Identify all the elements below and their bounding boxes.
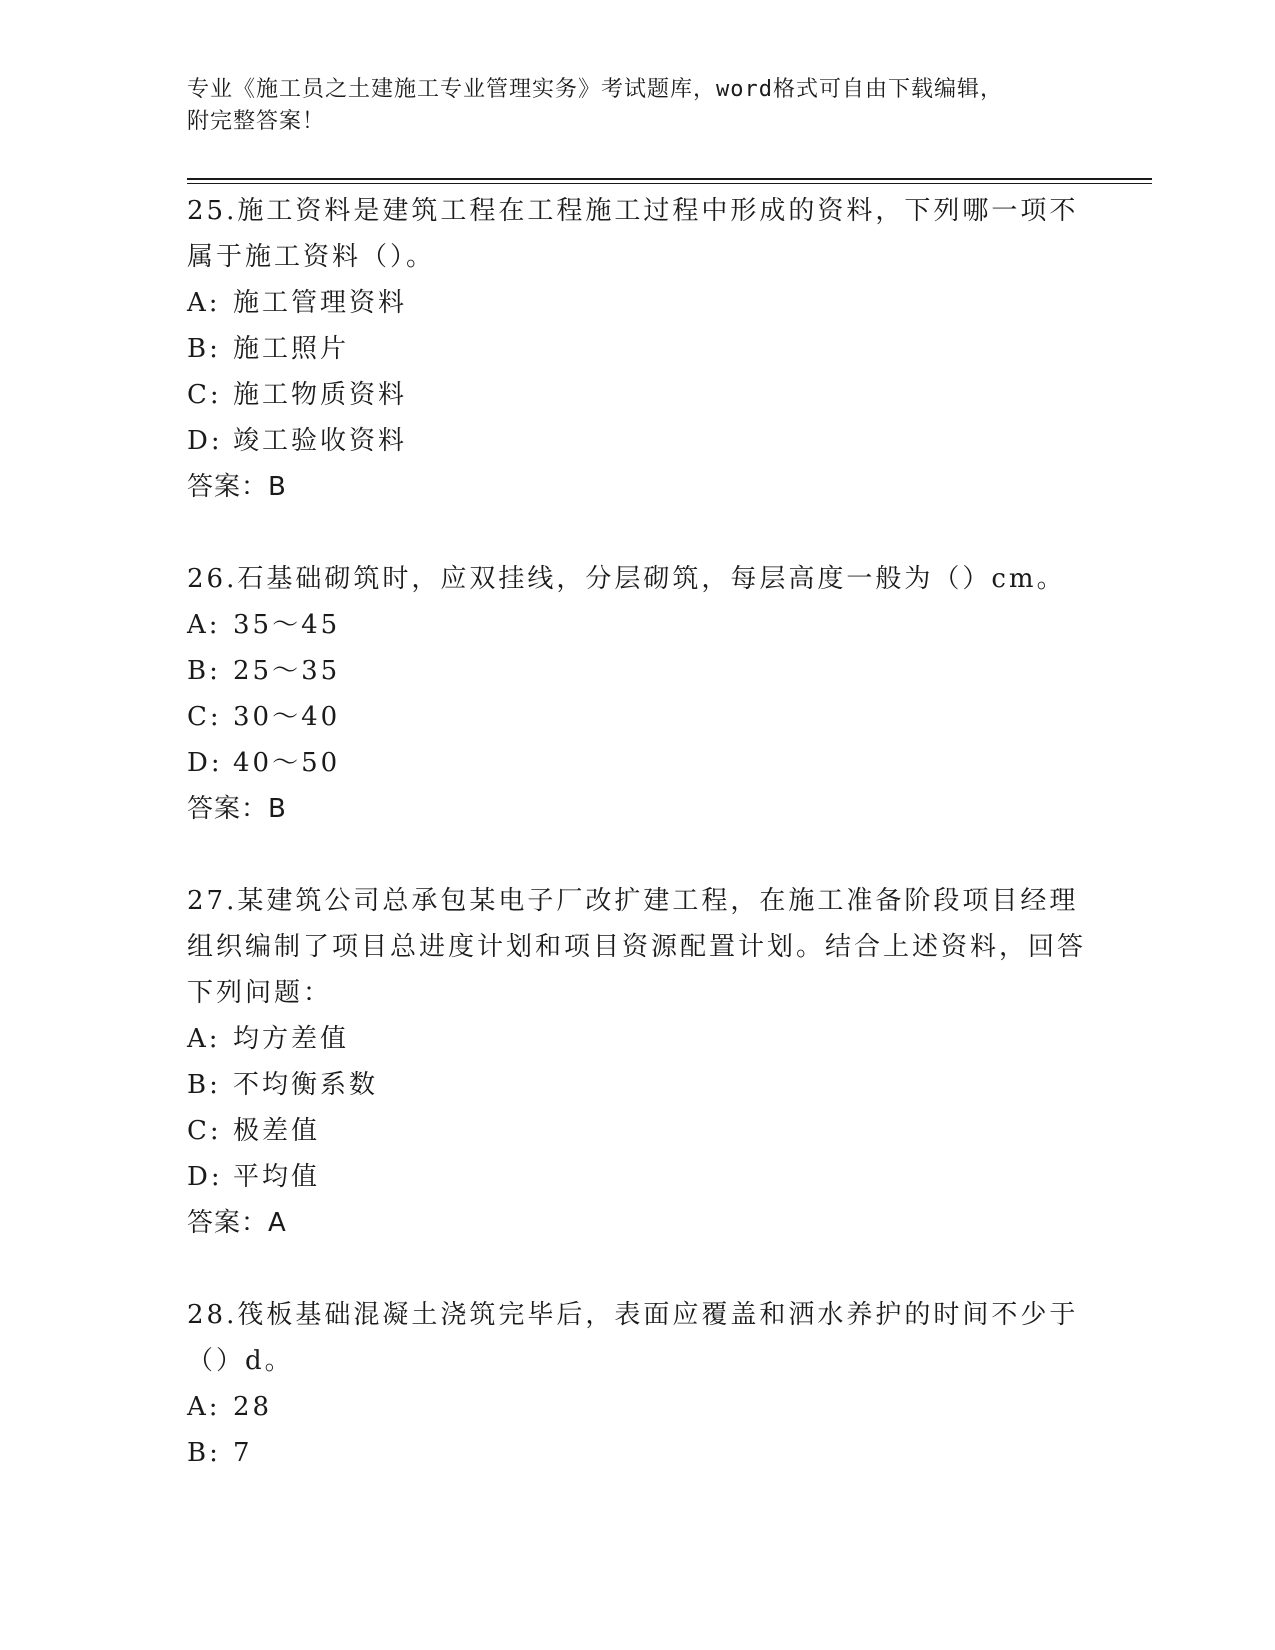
option-letter: C: xyxy=(187,380,222,410)
option-a xyxy=(187,1016,1087,1062)
option-letter: B: xyxy=(187,1438,221,1468)
option-letter: B: xyxy=(187,656,221,686)
option-b xyxy=(187,648,1087,694)
option-text: 7 xyxy=(233,1438,253,1468)
option-letter: B: xyxy=(187,334,221,364)
option-letter: A: xyxy=(187,610,221,640)
question-stem: 26.石基础砌筑时，应双挂线，分层砌筑，每层高度一般为（）cm。 xyxy=(187,564,1066,594)
option-a xyxy=(187,1384,1087,1430)
document-header xyxy=(187,74,1087,138)
option-letter: D: xyxy=(187,748,223,778)
answer-line: 答案：B xyxy=(187,794,287,824)
option-text: 平均值 xyxy=(233,1162,321,1192)
question-list xyxy=(187,188,1087,1522)
option-text: 极差值 xyxy=(233,1116,321,1146)
option-letter: A: xyxy=(187,288,221,318)
option-b xyxy=(187,1062,1087,1108)
question-27 xyxy=(187,878,1087,1246)
option-text: 25～35 xyxy=(233,656,341,686)
option-text: 施工照片 xyxy=(233,334,350,364)
option-a xyxy=(187,602,1087,648)
question-stem: 28.筏板基础混凝土浇筑完毕后，表面应覆盖和洒水养护的时间不少于（）d。 xyxy=(187,1300,1079,1376)
question-28 xyxy=(187,1292,1087,1476)
header-line-1: 专业《施工员之土建施工专业管理实务》考试题库，word格式可自由下载编辑， xyxy=(187,77,1003,102)
option-letter: A: xyxy=(187,1392,221,1422)
question-26 xyxy=(187,556,1087,832)
option-b xyxy=(187,326,1087,372)
option-c xyxy=(187,1108,1087,1154)
option-text: 40～50 xyxy=(233,748,341,778)
option-b xyxy=(187,1430,1087,1476)
option-text: 均方差值 xyxy=(233,1024,350,1054)
option-text: 竣工验收资料 xyxy=(233,426,408,456)
option-letter: A: xyxy=(187,1024,221,1054)
option-d xyxy=(187,1154,1087,1200)
option-text: 不均衡系数 xyxy=(233,1070,379,1100)
option-a xyxy=(187,280,1087,326)
option-letter: D: xyxy=(187,426,223,456)
question-stem: 25.施工资料是建筑工程在工程施工过程中形成的资料，下列哪一项不属于施工资料（）。 xyxy=(187,196,1079,272)
option-letter: D: xyxy=(187,1162,223,1192)
question-stem: 27.某建筑公司总承包某电子厂改扩建工程，在施工准备阶段项目经理组织编制了项目总进度计划和项目资源配置计划。结合上述资料，回答下列问题： xyxy=(187,886,1087,1008)
option-text: 施工管理资料 xyxy=(233,288,408,318)
option-d xyxy=(187,740,1087,786)
option-c xyxy=(187,372,1087,418)
answer-line: 答案：B xyxy=(187,472,287,502)
option-letter: C: xyxy=(187,1116,222,1146)
option-text: 30～40 xyxy=(233,702,341,732)
header-divider-thin xyxy=(187,183,1152,184)
option-letter: C: xyxy=(187,702,222,732)
option-letter: B: xyxy=(187,1070,221,1100)
question-25 xyxy=(187,188,1087,510)
option-text: 施工物质资料 xyxy=(233,380,408,410)
header-line-2: 附完整答案！ xyxy=(187,109,326,134)
header-divider-thick xyxy=(187,178,1152,180)
option-c xyxy=(187,694,1087,740)
option-text: 35～45 xyxy=(233,610,341,640)
option-text: 28 xyxy=(233,1392,273,1422)
option-d xyxy=(187,418,1087,464)
answer-line: 答案：A xyxy=(187,1208,287,1238)
